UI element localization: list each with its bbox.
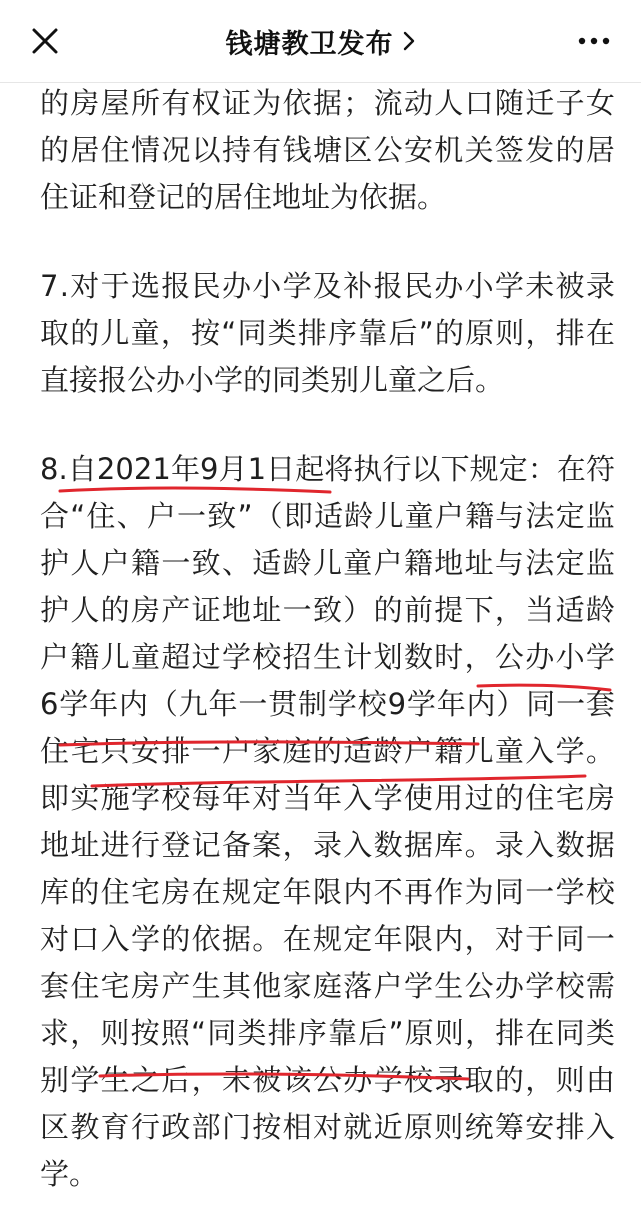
article-line: 的 房 屋 所 有 权 证 为 依 据 ； 流 动 人 口 随 迁 子 女 (40, 86, 615, 120)
navbar (0, 0, 641, 83)
article-line: 地 址 进 行 登 记 备 案 ， 录 入 数 据 库 。 录 入 数 据 (40, 828, 615, 862)
article-line: 求 ， 则 按 照 “ 同 类 排 序 靠 后 ” 原 则 ， 排 在 同 类 (40, 1016, 615, 1050)
more-dots-icon[interactable] (577, 28, 611, 54)
article-line: 护 人 的 房 产 证 地 址 一 致 ） 的 前 提 下 ， 当 适 龄 (40, 593, 615, 627)
article-body (0, 82, 641, 1221)
article-line: 套 住 宅 房 产 生 其 他 家 庭 落 户 学 生 公 办 学 校 需 (40, 969, 615, 1003)
article-line: 7 . 对 于 选 报 民 办 小 学 及 补 报 民 办 小 学 未 被 录 (40, 269, 615, 303)
close-icon[interactable] (28, 24, 62, 58)
account-title-link[interactable] (226, 22, 416, 61)
article-line: 合 “ 住 、 户 一 致 ” （ 即 适 龄 儿 童 户 籍 与 法 定 监 (40, 499, 615, 533)
article-line: 直接报公办小学的同类别儿童之后。 (40, 363, 505, 397)
article-line: 8 . 自 2 0 2 1 年 9 月 1 日 起 将 执 行 以 下 规 定 ： 在 符 (40, 452, 615, 486)
article-line: 6 学 年 内 （ 九 年 一 贯 制 学 校 9 学 年 内 ） 同 一 套 (40, 687, 615, 721)
article-line: 区 教 育 行 政 部 门 按 相 对 就 近 原 则 统 筹 安 排 入 (40, 1110, 615, 1144)
article-line: 住证和登记的居住地址为依据。 (40, 180, 447, 214)
article-line: 住 宅 只 安 排 一 户 家 庭 的 适 龄 户 籍 儿 童 入 学 。 (40, 734, 615, 768)
article-line: 别 学 生 之 后 ， 未 被 该 公 办 学 校 录 取 的 ， 则 由 (40, 1063, 615, 1097)
article-line: 护 人 户 籍 一 致 、 适 龄 儿 童 户 籍 地 址 与 法 定 监 (40, 546, 615, 580)
article-line: 即 实 施 学 校 每 年 对 当 年 入 学 使 用 过 的 住 宅 房 (40, 781, 615, 815)
article-line: 对 口 入 学 的 依 据 。 在 规 定 年 限 内 ， 对 于 同 一 (40, 922, 615, 956)
chevron-right-icon (402, 30, 416, 52)
article-line: 库 的 住 宅 房 在 规 定 年 限 内 不 再 作 为 同 一 学 校 (40, 875, 615, 909)
article-line: 的 居 住 情 况 以 持 有 钱 塘 区 公 安 机 关 签 发 的 居 (40, 133, 615, 167)
article-line: 学。 (40, 1157, 99, 1191)
article-line: 取 的 儿 童 ， 按 “ 同 类 排 序 靠 后 ” 的 原 则 ， 排 在 (40, 316, 615, 350)
article-line: 户 籍 儿 童 超 过 学 校 招 生 计 划 数 时 ， 公 办 小 学 (40, 640, 615, 674)
account-title: 钱塘教卫发布 (225, 28, 394, 60)
